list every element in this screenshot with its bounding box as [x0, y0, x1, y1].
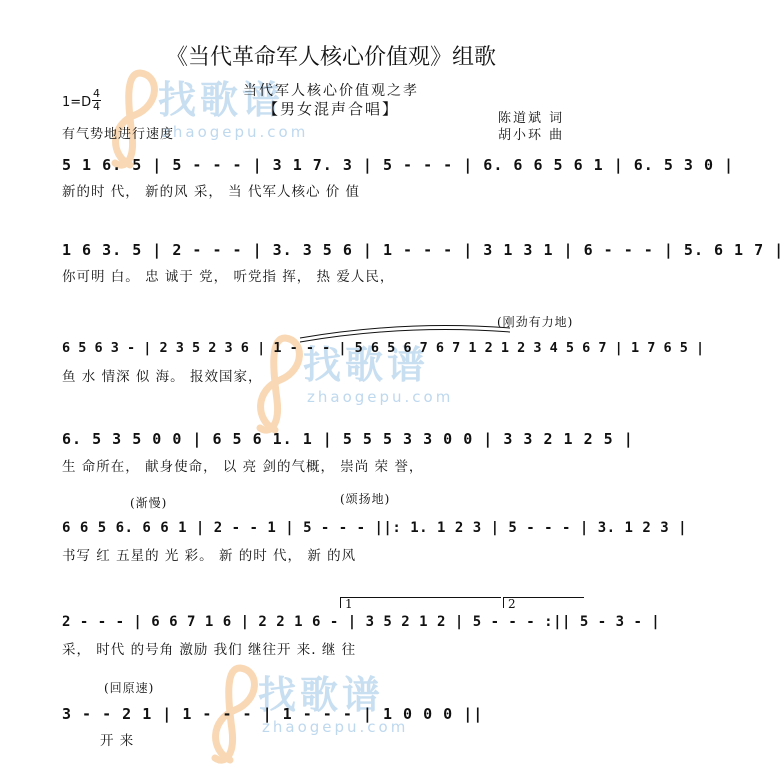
lyricist-credit: 陈道斌 词 [498, 111, 565, 126]
first-ending-number: 1 [345, 597, 354, 611]
system-1-lyrics: 新的时 代， 新的风 采， 当 代军人核心 价 值 [62, 184, 361, 200]
first-ending-bracket [340, 597, 501, 611]
system-2-lyrics: 你可明 白。 忠 诚于 党， 听党指 挥， 热 爱人民， [62, 269, 395, 285]
song-subtitle: 当代军人核心价值观之孝 [243, 83, 419, 99]
direction-praising: (颂扬地) [340, 492, 391, 506]
system-4-notes: 6. 5 3 5 0 0 | 6 5 6 1. 1 | 5 5 5 3 3 0 0 | 3 3 2 1 2 5 | [62, 430, 634, 448]
second-ending-bracket [503, 597, 584, 611]
direction-forceful: (刚劲有力地) [497, 315, 574, 329]
second-ending-number: 2 [508, 597, 517, 611]
system-3-lyrics: 鱼 水 情深 似 海。 报效国家， [62, 369, 263, 385]
system-1-notes: 5 1 6. 5 | 5 - - - | 3 1 7. 3 | 5 - - - | 6. 6 6 5 6 1 | 6. 5 3 0 | [62, 156, 735, 174]
system-3-notes: 6 5 6 3 - | 2 3 5 2 3 6 | 1 - - - | 5 6 5 6 7 6 7 1 2 1 2 3 4 5 6 7 | 1 7 6 5 | [62, 340, 705, 356]
direction-slowing: (渐慢) [130, 496, 168, 510]
watermark-url: zhaogepu.com [162, 123, 309, 141]
system-7-notes: 3 - - 2 1 | 1 - - - | 1 - - - | 1 0 0 0 || [62, 705, 484, 723]
watermark-word: 找歌谱 [158, 78, 285, 122]
watermark-url: zhaogepu.com [262, 718, 409, 736]
time-signature-top: 4 [93, 87, 100, 100]
system-6-notes: 2 - - - | 6 6 7 1 6 | 2 2 1 6 - | 3 5 2 1 2 | 5 - - - :|| 5 - 3 - | [62, 614, 661, 630]
watermark-word: 找歌谱 [303, 343, 430, 387]
system-6-lyrics: 采， 时代 的号角 激励 我们 继往开 来. 继 往 [62, 642, 357, 658]
system-2-notes: 1 6 3. 5 | 2 - - - | 3. 3 5 6 | 1 - - - | 3 1 3 1 | 6 - - - | 5. 6 1 7 | [62, 241, 784, 259]
system-7-lyrics: 开 来 [100, 733, 135, 749]
system-4-lyrics: 生 命所在， 献身使命， 以 亮 剑的气概， 崇尚 荣 誉， [62, 459, 424, 475]
direction-a-tempo: (回原速) [104, 681, 155, 695]
song-title: 《当代革命军人核心价值观》组歌 [165, 45, 496, 70]
watermark-url: zhaogepu.com [307, 388, 454, 406]
time-signature-bottom: 4 [93, 100, 100, 113]
watermark-word: 找歌谱 [258, 673, 385, 717]
system-5-notes: 6 6 5 6. 6 6 1 | 2 - - 1 | 5 - - - ||: 1. 1 2 3 | 5 - - - | 3. 1 2 3 | [62, 520, 688, 536]
composer-credit: 胡小环 曲 [498, 128, 565, 143]
system-5-lyrics: 书写 红 五星的 光 彩。 新 的时 代， 新 的风 [62, 548, 357, 564]
time-signature [92, 88, 101, 113]
key-signature: 1=D [62, 95, 92, 110]
tempo-marking: 有气势地进行速度 [62, 127, 175, 142]
performance-type: 【男女混声合唱】 [262, 100, 399, 118]
